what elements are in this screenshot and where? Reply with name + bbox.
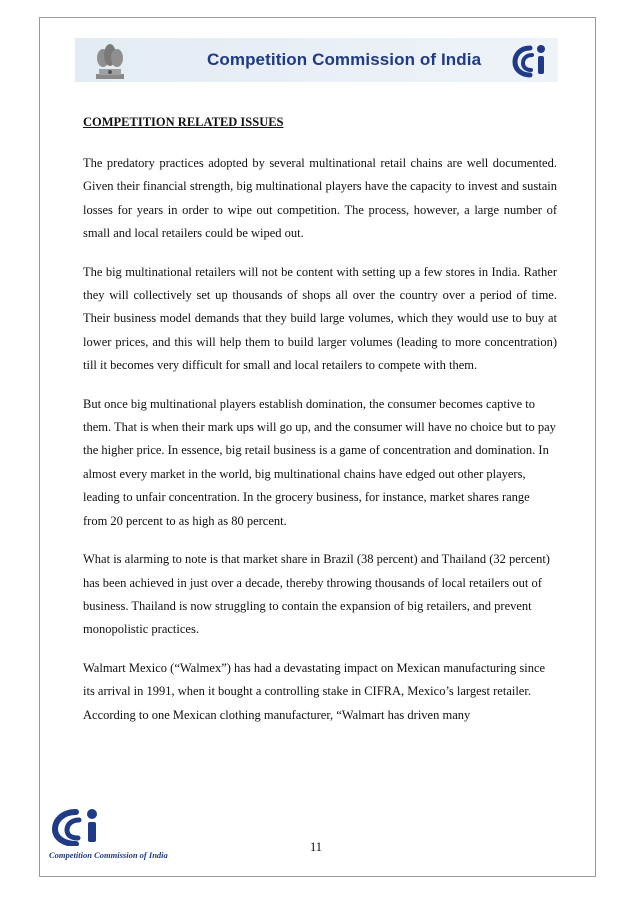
cci-logo-icon xyxy=(512,42,552,78)
paragraph-4: What is alarming to note is that market share in Brazil (38 percent) and Thailand (32 percent) has been achieved in just over a decade, thereby throwing thousands of local retailers out of business. Thailand is now struggling to contain the expansion of big retailers, and prevent monopolistic practices. xyxy=(83,552,550,637)
national-emblem-icon xyxy=(93,40,127,82)
header-title: Competition Commission of India xyxy=(207,50,482,69)
paragraph-5: Walmart Mexico (“Walmex”) has had a devastating impact on Mexican manufacturing since its arrival in 1991, when it bought a controlling stake in CIFRA, Mexico’s largest retailer. According to one Mexican clothing manufacturer, “Walmart has driven many xyxy=(83,660,546,722)
page-number: 11 xyxy=(310,840,323,854)
paragraph-1: The predatory practices adopted by several multinational retail chains are well documented. Given their financial strength, big multinational players have the capacity to invest and sustain losses for years in order to wipe out competition. The process, however, a large number of small and local retailers could be wiped out. xyxy=(83,156,557,241)
document-body xyxy=(83,113,557,742)
paragraph-2: The big multinational retailers will not be content with setting up a few stores in India. Rather they will collectively set up thousands of shops all over the country over a period of time. Their business model demands that they build large volumes, which they would use to buy at lower prices, and this will help them to build larger volumes (leading to more concentration) till it becomes very difficult for small and local retailers to compete with them. xyxy=(83,264,557,373)
footer-caption: Competition Commission of India xyxy=(49,850,168,860)
section-heading: COMPETITION RELATED ISSUES xyxy=(83,115,284,129)
footer-cci-logo-icon xyxy=(50,806,110,846)
paragraph-3: But once big multinational players establish domination, the consumer becomes captive to them. That is when their mark ups will go up, and the consumer will have no choice but to pay the higher price. In essence, big retail business is a game of concentration and domination. In almost every market in the world, big multinational chains have edged out other players, leading to unfair concentration. In the grocery business, for instance, market shares range from 20 percent to as high as 80 percent. xyxy=(83,396,556,528)
